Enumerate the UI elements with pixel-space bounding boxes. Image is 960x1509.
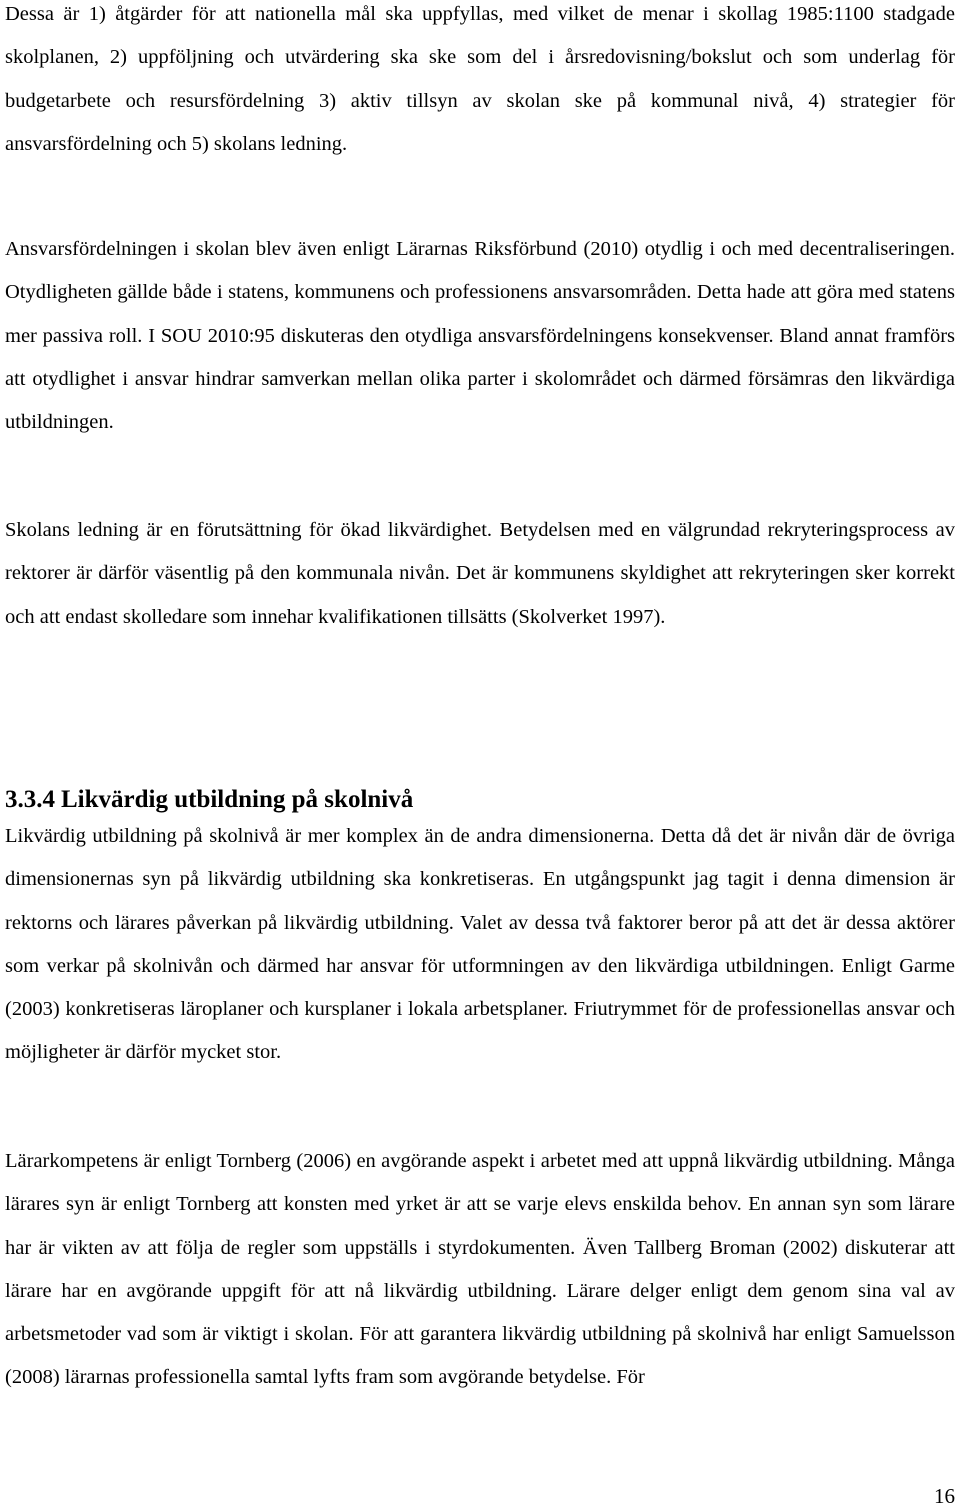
paragraph-3: Skolans ledning är en förutsättning för ökad likvärdighet. Betydelsen med en välgrundad rekryteringsprocess av rektorer är därför väsentlig på den kommunala nivån. Det är kommunens skyldighet att rekryteringen sker korrekt och att endast skolledare som innehar kvalifikationen tillsätts (Skolverket 1997). — [5, 519, 955, 628]
page-number: 16 — [934, 1484, 955, 1508]
paragraph-2: Ansvarsfördelningen i skolan blev även enligt Lärarnas Riksförbund (2010) otydlig i och med decentraliseringen. Otydligheten gällde både i statens, kommunens och professionens ansvarsområden. Detta hade att göra med statens mer passiva roll. I SOU 2010:95 diskuteras den otydliga ansvarsfördelningens konsekvenser. Bland annat framförs att otydlighet i ansvar hindrar samverkan mellan olika parter i skolområdet och därmed försämras den likvärdiga utbildningen. — [5, 238, 955, 434]
section-heading — [5, 782, 413, 818]
paragraph-5: Lärarkompetens är enligt Tornberg (2006) en avgörande aspekt i arbetet med att uppnå likvärdig utbildning. Många lärares syn är enligt Tornberg att konsten med yrket är att se varje elevs enskilda behov. En annan syn som lärare har är vikten av att följa de regler som uppställs i styrdokumenten. Även Tallberg Broman (2002) diskuterar att lärare har en avgörande uppgift för att nå likvärdig utbildning. Lärare delger enligt dem genom sina val av arbetsmetoder vad som är viktigt i skolan. För att garantera likvärdig utbildning på skolnivå har enligt Samuelsson (2008) lärarnas professionella samtal lyfts fram som avgörande betydelse. För — [5, 1150, 955, 1389]
section-number: 3.3.4 — [5, 786, 55, 813]
paragraph-1: Dessa är 1) åtgärder för att nationella mål ska uppfyllas, med vilket de menar i skollag 1985:1100 stadgade skolplanen, 2) uppföljning och utvärdering ska ske som del i årsredovisning/bokslut och som underlag för budgetarbete och resursfördelning 3) aktiv tillsyn av skolan ske på kommunal nivå, 4) strategier för ansvarsfördelning och 5) skolans ledning. — [5, 3, 955, 155]
paragraph-4: Likvärdig utbildning på skolnivå är mer komplex än de andra dimensionerna. Detta då det är nivån där de övriga dimensionernas syn på likvärdig utbildning ska konkretiseras. En utgångspunkt jag tagit i denna dimension är rektorns och lärares påverkan på likvärdig utbildning. Valet av dessa två faktorer beror på att det är dessa aktörer som verkar på skolnivån och därmed har ansvar för utformningen av den likvärdiga utbildningen. Enligt Garme (2003) konkretiseras läroplaner och kursplaner i lokala arbetsplaner. Friutrymmet för de professionellas ansvar och möjligheter är därför mycket stor. — [5, 825, 955, 1064]
section-title: Likvärdig utbildning på skolnivå — [61, 786, 414, 813]
